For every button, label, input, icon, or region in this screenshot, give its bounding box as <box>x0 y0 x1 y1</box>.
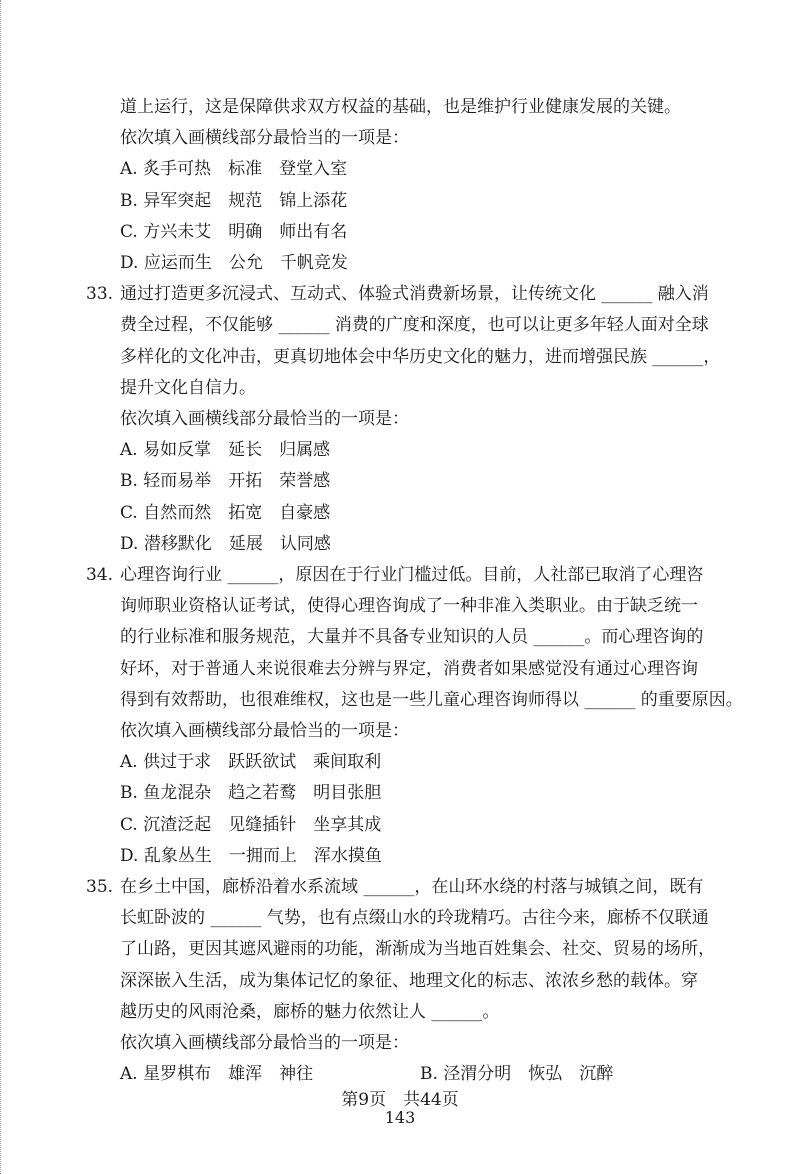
question-34-number: 34. <box>86 565 114 586</box>
question-32-option-c: C. 方兴未艾 明确 师出有名 <box>120 221 348 242</box>
question-32-continuation: 道上运行，这是保障供求双方权益的基础，也是维护行业健康发展的关键。 <box>120 97 681 117</box>
question-35-text-line: 长虹卧波的 ______ 气势，也有点缀山水的玲珑精巧。古往今来，廊桥不仅联通 <box>120 908 709 929</box>
question-33-option-c: C. 自然而然 拓宽 自豪感 <box>120 502 331 523</box>
question-35-option-b: B. 泾渭分明 恢弘 沉醉 <box>420 1064 614 1085</box>
question-35-text-line: 了山路，更因其遮风避雨的功能，渐渐成为当地百姓集会、社交、贸易的场所， <box>120 939 715 960</box>
question-33-text-line: 费全过程，不仅能够 ______ 消费的广度和深度，也可以让更多年轻人面对全球 <box>120 315 709 336</box>
question-32-option-d: D. 应运而生 公允 千帆竞发 <box>120 253 348 274</box>
question-34-option-a: A. 供过于求 跃跃欲试 乘间取利 <box>120 752 382 773</box>
question-32-option-b: B. 异军突起 规范 锦上添花 <box>120 190 348 211</box>
page-content <box>86 92 743 1091</box>
question-34 <box>86 560 743 716</box>
question-35-text-line: 深深嵌入生活，成为集体记忆的象征、地理文化的标志、浓浓乡愁的载体。穿 <box>120 970 698 991</box>
question-34-text-line: 心理咨询行业 ______，原因在于行业门槛过低。目前，人社部已取消了心理咨 <box>120 565 704 586</box>
question-34-text-line: 的行业标准和服务规范，大量并不具备专业知识的人员 ______。而心理咨询的 <box>120 627 704 648</box>
scan-edge-dots <box>0 0 9 1174</box>
page-footer-label: 第9页 共44页 <box>341 1090 459 1110</box>
question-35-text-line: 在乡土中国，廊桥沿着水系流域 ______，在山环水绕的村落与城镇之间，既有 <box>120 877 704 898</box>
question-33-option-d: D. 潜移默化 延展 认同感 <box>120 533 331 554</box>
question-35-number: 35. <box>86 877 114 898</box>
question-34-option-c: C. 沉渣泛起 见缝插针 坐享其成 <box>120 814 382 835</box>
question-32-option-a: A. 炙手可热 标准 登堂入室 <box>120 159 348 180</box>
question-35-option-a: A. 星罗棋布 雄浑 神往 <box>120 1064 314 1085</box>
question-34-option-b: B. 鱼龙混杂 趋之若鹜 明目张胆 <box>120 783 382 804</box>
question-34-text-line: 询师职业资格认证考试，使得心理咨询成了一种非准入类职业。由于缺乏统一 <box>120 596 698 617</box>
question-33-text-line: 多样化的文化冲击，更真切地体会中华历史文化的魅力，进而增强民族 ______， <box>120 346 721 367</box>
question-34-text-line: 好坏，对于普通人来说很难去分辨与界定，消费者如果感觉没有通过心理咨询 <box>120 658 698 679</box>
question-32-prompt: 依次填入画横线部分最恰当的一项是： <box>120 128 409 149</box>
question-33 <box>86 279 726 404</box>
question-34-prompt: 依次填入画横线部分最恰当的一项是： <box>120 721 409 742</box>
question-34-text-line: 得到有效帮助，也很难维权，这也是一些儿童心理咨询师得以 ______ 的重要原因。 <box>120 689 743 710</box>
scan-page-number: 143 <box>384 1108 416 1127</box>
question-33-text-line: 通过打造更多沉浸式、互动式、体验式消费新场景，让传统文化 ______ 融入消 <box>120 284 709 305</box>
question-33-prompt: 依次填入画横线部分最恰当的一项是： <box>120 409 409 430</box>
question-33-text-line: 提升文化自信力。 <box>120 377 256 398</box>
question-34-option-d: D. 乱象丛生 一拥而上 浑水摸鱼 <box>120 845 382 866</box>
question-33-option-b: B. 轻而易举 开拓 荣誉感 <box>120 471 331 492</box>
question-35-text-line: 越历史的风雨沧桑，廊桥的魅力依然让人 ______。 <box>120 1001 500 1022</box>
question-35-prompt: 依次填入画横线部分最恰当的一项是： <box>120 1033 409 1054</box>
question-33-option-a: A. 易如反掌 延长 归属感 <box>120 440 331 461</box>
question-33-number: 33. <box>86 284 114 305</box>
question-35 <box>86 872 726 1028</box>
